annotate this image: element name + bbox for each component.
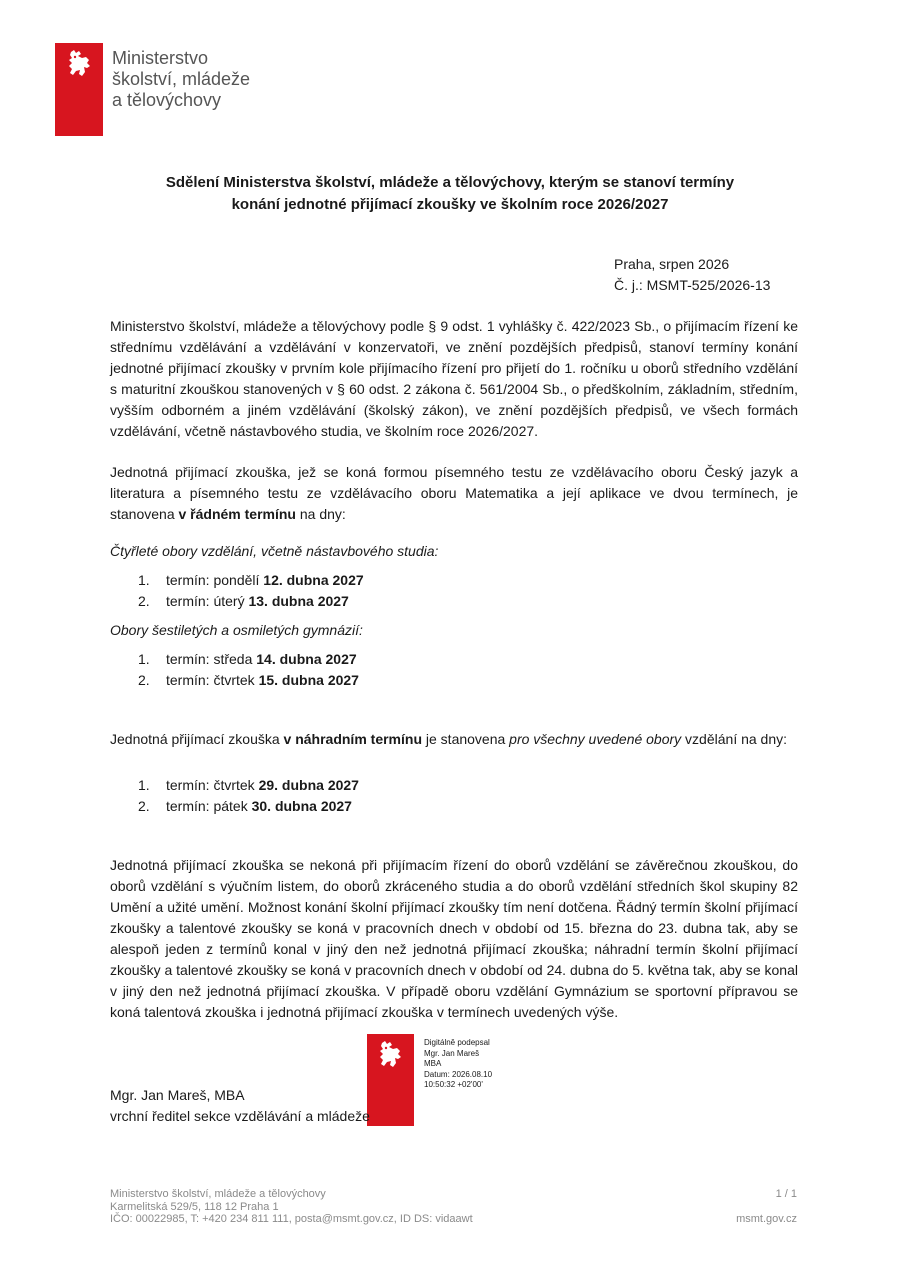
item-number: 1.	[138, 572, 150, 588]
item-number: 2.	[138, 672, 150, 688]
regular-term-paragraph	[110, 462, 798, 525]
list-item	[110, 649, 359, 670]
item-prefix: termín: pondělí	[166, 572, 264, 588]
group1-list	[110, 570, 364, 612]
substitute-text-a: Jednotná přijímací zkouška	[110, 731, 284, 747]
regular-term-text: Jednotná přijímací zkouška, jež se koná formou písemného testu ze vzdělávacího oboru Český jazyk a literatura a písemného testu ze vzdělávacího oboru Matematika a její aplikace ve dvou termínech, je stanovena	[110, 464, 798, 522]
reference-number: Č. j.: MSMT-525/2026-13	[614, 277, 771, 293]
page-number: 1 / 1	[775, 1188, 797, 1200]
item-number: 2.	[138, 593, 150, 609]
item-prefix: termín: čtvrtek	[166, 777, 259, 793]
document-meta	[614, 254, 770, 296]
signer-role: vrchní ředitel sekce vzdělávání a mládeže	[110, 1108, 370, 1124]
title-line1: Sdělení Ministerstva školství, mládeže a tělovýchovy, kterým se stanoví termíny	[165, 174, 735, 191]
list-item	[110, 591, 364, 612]
footer-line3: IČO: 00022985, T: +420 234 811 111, posta@msmt.gov.cz, ID DS: vidaawt	[110, 1213, 473, 1225]
item-number: 1.	[138, 651, 150, 667]
signer-name: Mgr. Jan Mareš, MBA	[110, 1087, 245, 1103]
ministry-name	[112, 48, 250, 111]
ministry-name-line1: Ministerstvo	[112, 48, 209, 68]
item-prefix: termín: pátek	[166, 798, 252, 814]
ministry-name-line3: a tělovýchovy	[112, 90, 222, 110]
ministry-logo	[55, 43, 103, 136]
substitute-bold: v náhradním termínu	[283, 731, 422, 747]
footer-line1: Ministerstvo školství, mládeže a tělovýchovy	[110, 1188, 326, 1200]
list-item	[110, 796, 359, 817]
substitute-text-b: je stanovena	[422, 731, 510, 747]
item-prefix: termín: čtvrtek	[166, 672, 259, 688]
lion-emblem-icon	[373, 1040, 407, 1070]
substitute-text-c: vzdělání na dny:	[681, 731, 788, 747]
website-link[interactable]: msmt.gov.cz	[736, 1213, 797, 1225]
item-date: 13. dubna 2027	[248, 593, 349, 609]
regular-term-bold: v řádném termínu	[178, 506, 296, 522]
ministry-name-line2: školství, mládeže	[112, 69, 251, 89]
digital-signer-title: MBA	[424, 1059, 442, 1068]
digital-signed-date: Datum: 2026.08.10	[424, 1069, 493, 1079]
item-date: 30. dubna 2027	[251, 798, 352, 814]
regular-term-tail: na dny:	[295, 506, 346, 522]
footer-address	[110, 1188, 473, 1226]
place-date: Praha, srpen 2026	[614, 256, 730, 272]
list-item	[110, 570, 364, 591]
item-date: 14. dubna 2027	[256, 651, 357, 667]
title-line2: konání jednotné přijímací zkoušky ve školním roce 2026/2027	[231, 196, 669, 213]
signer-block	[110, 1085, 370, 1127]
group3-list	[110, 775, 359, 817]
document-title	[110, 172, 790, 216]
lion-emblem-icon	[62, 49, 96, 79]
substitute-term-paragraph	[110, 729, 798, 750]
item-date: 29. dubna 2027	[258, 777, 359, 793]
signature-seal	[367, 1034, 414, 1126]
item-date: 12. dubna 2027	[263, 572, 364, 588]
intro-paragraph: Ministerstvo školství, mládeže a tělovýchovy podle § 9 odst. 1 vyhlášky č. 422/2023 Sb., o přijímacím řízení ke střednímu vzdělávání a vzdělávání v konzervatoři, ve znění pozdějších předpisů, stanoví termíny konání jednotné přijímací zkoušky v prvním kole přijímacího řízení pro přijetí do 1. ročníku u oborů středního vzdělání s maturitní zkouškou stanovených v § 60 odst. 2 zákona č. 561/2004 Sb., o předškolním, základním, středním, vyšším odborném a jiném vzdělávání (školský zákon), ve znění pozdějších předpisů, ve všech formách vzdělávání, včetně nástavbového studia, ve školním roce 2026/2027.	[110, 318, 798, 439]
group2-list	[110, 649, 359, 691]
group2-heading: Obory šestiletých a osmiletých gymnázií:	[110, 622, 363, 638]
list-item	[110, 670, 359, 691]
item-prefix: termín: úterý	[166, 593, 249, 609]
list-item	[110, 775, 359, 796]
digital-signer-name: Mgr. Jan Mareš	[424, 1048, 480, 1058]
item-prefix: termín: středa	[166, 651, 257, 667]
digital-signed-time: 10:50:32 +02'00'	[424, 1080, 483, 1089]
footer-line2: Karmelitská 529/5, 118 12 Praha 1	[110, 1200, 279, 1213]
exceptions-paragraph: Jednotná přijímací zkouška se nekoná při přijímacím řízení do oborů vzdělání se závěrečnou zkouškou, do oborů vzdělání s výučním listem, do oborů zkráceného studia a do oborů vzdělání středních škol skupiny 82 Umění a užité umění. Možnost konání školní přijímací zkoušky tím není dotčena. Řádný termín školní přijímací zkoušky a talentové zkoušky se koná v pracovních dnech v období od 15. března do 23. dubna tak, aby se alespoň jeden z termínů konal v jiný den než jednotná přijímací zkouška; náhradní termín školní přijímací zkoušky a talentové zkoušky se koná v pracovních dnech v období od 24. dubna do 5. května tak, aby se konal v jiný den než jednotná přijímací zkouška. V případě oboru vzdělání Gymnázium se sportovní přípravou se koná talentová zkouška i jednotná přijímací zkouška v termínech uvedených výše.	[110, 857, 798, 1020]
digital-signed-by: Digitálně podepsal	[424, 1038, 490, 1047]
digital-signature-info	[424, 1038, 492, 1091]
item-number: 2.	[138, 798, 150, 814]
item-number: 1.	[138, 777, 150, 793]
group1-heading: Čtyřleté obory vzdělání, včetně nástavbového studia:	[110, 543, 439, 559]
item-date: 15. dubna 2027	[258, 672, 359, 688]
substitute-italic: pro všechny uvedené obory	[509, 731, 682, 747]
footer-right	[736, 1188, 797, 1226]
